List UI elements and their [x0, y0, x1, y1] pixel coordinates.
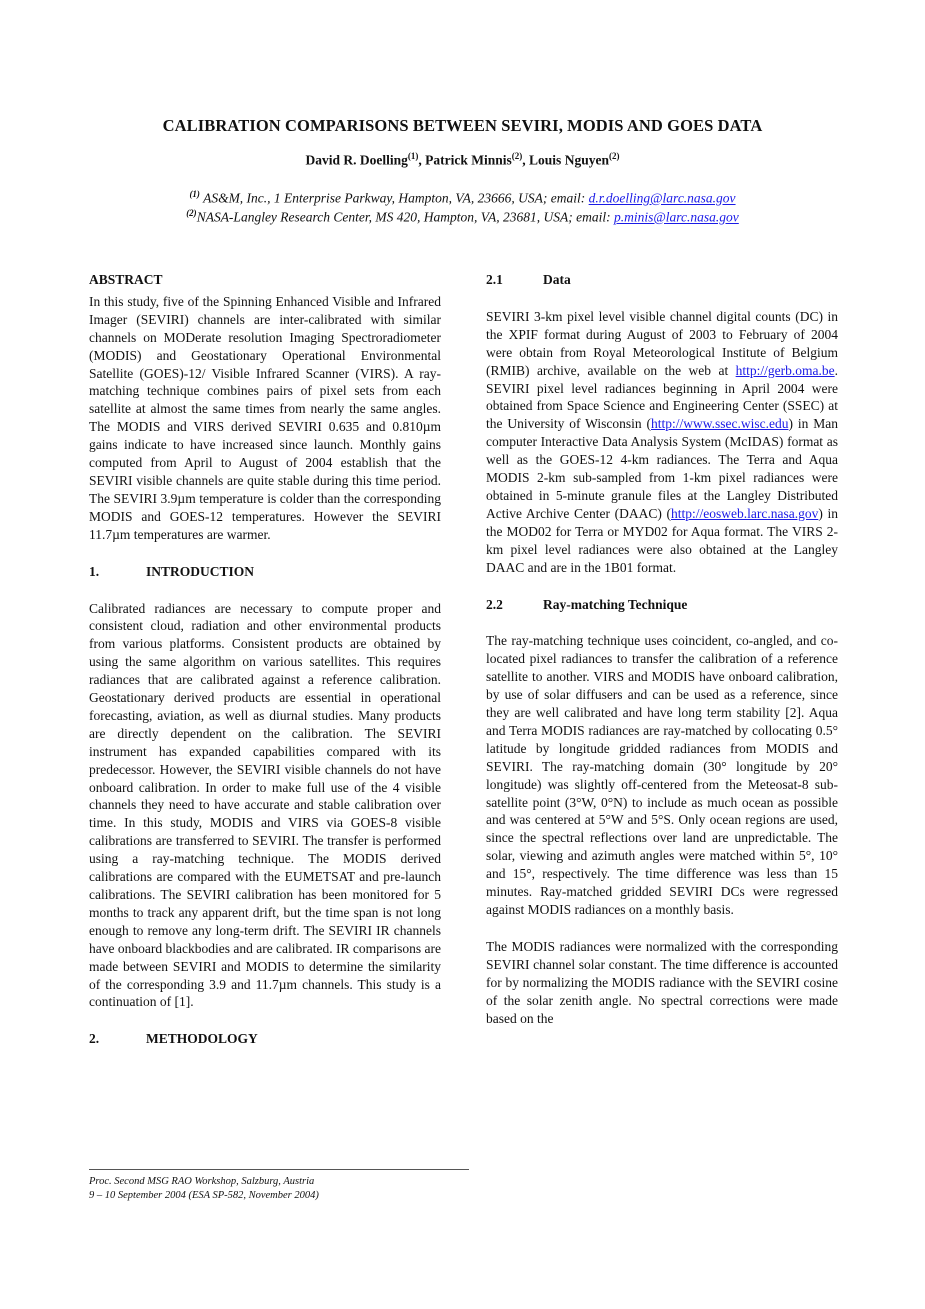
abstract-text: In this study, five of the Spinning Enhanced Visible and Infrared Imager (SEVIRI) channels are inter-calibrated with similar channels on MODerate resolution Imaging Spectroradiometer (MODIS) and Geostationary Operational Environmental Satellite (GOES)-12/ Visible Infrared Scanner (VIRS). A ray-matching technique combines pairs of pixel sets from each satellite at almost the same times from nearly the same angles. The MODIS and VIRS derived SEVIRI 0.635 and 0.810µm gains indicate to have increased since launch. Monthly gains computed from April to August of 2004 establish that the SEVIRI visible channels are quite stable during this time period. The SEVIRI 3.9µm temperature is colder than the corresponding MODIS and GOES-12 temperatures. However the SEVIRI 11.7µm temperatures are warmer. — [89, 293, 441, 542]
eosweb-link[interactable]: http://eosweb.larc.nasa.gov — [671, 505, 819, 521]
email-link[interactable]: d.r.doelling@larc.nasa.gov — [588, 190, 736, 206]
ray-matching-text-2: The MODIS radiances were normalized with the corresponding SEVIRI channel solar constant. The time difference is accounted for by normalizing the MODIS radiance with the SEVIRI cosine of the solar zenith angle. No spectral corrections were made based on the — [486, 938, 838, 1026]
author-separator: , — [418, 152, 426, 168]
section-number: 1. — [89, 563, 100, 579]
footnote-line: 9 – 10 September 2004 (ESA SP-582, November 2004) — [89, 1190, 319, 1201]
section-heading-ray-matching — [486, 596, 838, 614]
ray-matching-text-1: The ray-matching technique uses coincident, co-angled, and co-located pixel radiances to transfer the calibration of a reference satellite to another. VIRS and MODIS have onboard calibration, by use of solar diffusers and can be used as a reference, since they are well calibrated and have long term stability [2]. Aqua and Terra MODIS radiances are ray-matched by collocating 0.5° latitude by longitude gridded radiances from MODIS and SEVIRI. The ray-matching domain (30° longitude by 20° longitude) was slightly off-centered from the Meteosat-8 sub-satellite point (3°W, 0°N) to include as much ocean as possible and was centered at 5°W and 5°S. Only ocean regions are used, since the spectral reflections over land are unpredictable. The solar, viewing and azimuth angles were matched within 5°, 10° and 15°, respectively. The time difference was less than 15 minutes. Ray-matched gridded SEVIRI DCs were regressed against MODIS radiances on a monthly basis. — [486, 633, 838, 917]
footnote-line: Proc. Second MSG RAO Workshop, Salzburg, Austria — [89, 1176, 315, 1187]
right-column — [486, 271, 838, 1027]
ssec-link[interactable]: http://www.ssec.wisc.edu — [651, 416, 789, 432]
affiliation-text: NASA-Langley Research Center, MS 420, Hampton, VA, 23681, USA; email: — [196, 209, 614, 225]
affiliation-2 — [0, 208, 925, 226]
left-column — [89, 271, 441, 1048]
data-text-part: ) in the MOD02 for Terra or MYD02 for Aqua format. The VIRS 2-km pixel level radiances were also obtained at the Langley DAAC and are in the 1B01 format. — [486, 505, 838, 575]
author-affil-mark: (2) — [608, 151, 620, 161]
section-title: METHODOLOGY — [146, 1031, 258, 1047]
data-text-part: SEVIRI 3-km pixel level visible channel digital counts (DC) in the XPIF format during August of 2003 to February of 2004 were obtain from Royal Meteorological Institute of Belgium (RMIB) archive, available on the web at — [486, 308, 838, 378]
author-separator: , — [522, 152, 530, 168]
section-heading-data — [486, 271, 838, 289]
affiliation-text: AS&M, Inc., 1 Enterprise Parkway, Hampton, VA, 23666, USA; email: — [199, 190, 589, 206]
affiliation-1 — [0, 189, 925, 207]
paper-title: CALIBRATION COMPARISONS BETWEEN SEVIRI, MODIS AND GOES DATA — [162, 116, 763, 135]
section-title: INTRODUCTION — [146, 563, 255, 579]
author-affil-mark: (1) — [407, 151, 419, 161]
affiliation-mark: (2) — [186, 208, 197, 218]
author-name: Patrick Minnis — [425, 152, 512, 168]
data-text-part: . SEVIRI pixel level radiances beginning in April 2004 were obtained from Space Science and Engineering Center (SSEC) at the University of Wisconsin ( — [486, 362, 838, 432]
section-heading-methodology — [89, 1030, 441, 1048]
data-text-part: ) in Man computer Interactive Data Analysis System (McIDAS) format as well as the GOES-12 4-km radiances. The Terra and Aqua MODIS 2-km sub-sampled from 1-km pixel radiances were obtained in 5-minute granule files at the Langley Distributed Active Archive Center (DAAC) ( — [486, 416, 839, 521]
data-text — [486, 308, 838, 577]
section-heading-introduction — [89, 563, 441, 581]
section-title: Data — [543, 272, 571, 287]
author-list — [0, 151, 925, 169]
section-number: 2.2 — [486, 596, 503, 612]
email-link[interactable]: p.minis@larc.nasa.gov — [614, 209, 739, 225]
gerb-link[interactable]: http://gerb.oma.be — [735, 362, 835, 378]
affiliation-mark: (1) — [189, 189, 200, 199]
section-number: 2.1 — [486, 272, 503, 287]
author-name: David R. Doelling — [305, 152, 408, 168]
footnote-rule — [89, 1169, 469, 1170]
section-number: 2. — [89, 1031, 100, 1047]
section-title: Ray-matching Technique — [543, 596, 688, 612]
author-name: Louis Nguyen — [529, 152, 609, 168]
footnote — [89, 1175, 319, 1203]
introduction-text: Calibrated radiances are necessary to compute proper and consistent cloud, radiation and other environmental products from various platforms. Consistent products are obtained by using the same algorithm on various satellites. This requires radiances that are calibrated against a reference calibration. Geostationary derived products are essential in operational forecasting, aviation, as well as diurnal studies. Many products are directly dependent on the calibration. The SEVIRI instrument has expanded capabilities compared with its predecessor. However, the SEVIRI visible channels do not have onboard calibration. In order to make full use of the 4 visible channels they need to have accurate and stable calibration over time. In this study, MODIS and VIRS via GOES-8 visible calibrations are transferred to SEVIRI. The transfer is performed using a ray-matching technique. The MODIS derived calibrations are compared with the EUMETSAT and pre-launch calibrations. The SEVIRI calibration has been monitored for 5 months to track any apparent drift, but the time span is not long enough to remove any long-term drift. The SEVIRI IR channels have onboard blackbodies and are calibrated. IR comparisons are made between SEVIRI and MODIS to determine the similarity of the corresponding 3.9 and 11.7µm channels. This study is a continuation of [1]. — [89, 600, 441, 1010]
author-affil-mark: (2) — [511, 151, 523, 161]
abstract-heading: ABSTRACT — [89, 272, 163, 287]
